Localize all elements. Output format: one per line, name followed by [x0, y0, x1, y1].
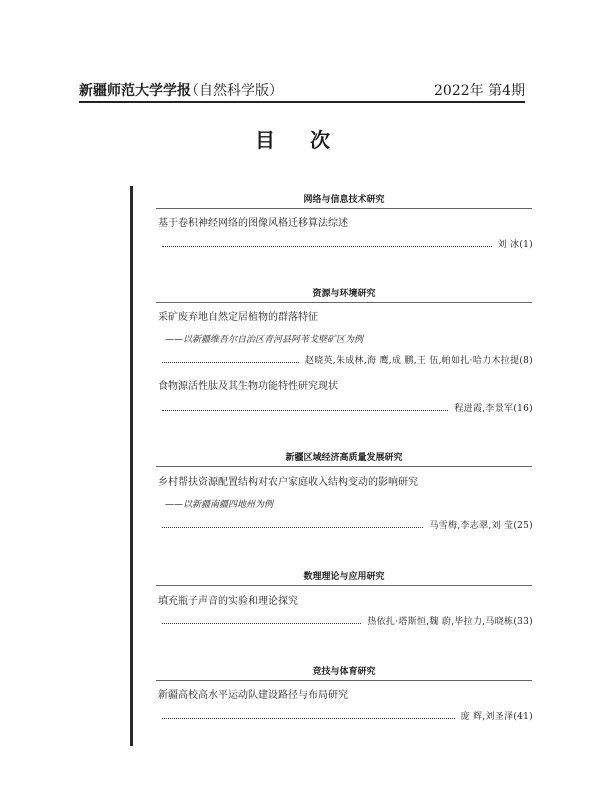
toc-title: 目 次 — [255, 128, 344, 152]
section-rule — [156, 466, 532, 467]
section-rule — [156, 302, 532, 303]
article-title[interactable]: 乡村帮扶资源配置结构对农户家庭收入结构变动的影响研究 — [158, 477, 418, 488]
journal-edition: （自然科学版） — [185, 83, 283, 99]
section-heading: 资源与环境研究 — [312, 289, 376, 299]
article-authors: 刘 冰(1) — [497, 240, 533, 250]
leader-dots — [162, 245, 492, 247]
section-rule — [156, 208, 532, 209]
article-subtitle: ——以新疆南疆四地州为例 — [165, 500, 274, 510]
article-title[interactable]: 填充瓶子声音的实验和理论探究 — [158, 596, 298, 607]
article-author-line — [162, 400, 533, 414]
article-author-line — [162, 613, 533, 627]
article-title[interactable]: 食物源活性肽及其生物功能特性研究现状 — [158, 381, 338, 392]
journal-name: 新疆师范大学学报 — [79, 83, 191, 99]
article-author-line — [162, 517, 533, 531]
article-authors: 赵晓英,朱成林,海 鹰,成 鹏,王 伍,帕如扎·哈力木拉提(8) — [304, 356, 533, 366]
section-heading: 竞技与体育研究 — [312, 667, 376, 677]
section-heading: 新疆区域经济高质量发展研究 — [285, 453, 403, 463]
article-author-line — [162, 236, 533, 250]
section-rule — [156, 585, 532, 586]
left-margin-bar — [130, 186, 133, 746]
article-title[interactable]: 基于卷积神经网络的图像风格迁移算法综述 — [158, 218, 348, 229]
leader-dots — [162, 361, 299, 363]
section-rule — [156, 680, 532, 681]
section-heading: 数理理论与应用研究 — [303, 572, 385, 582]
article-authors: 程进霞,李景军(16) — [454, 404, 533, 414]
article-authors: 马雪梅,李志翠,刘 莹(25) — [429, 521, 533, 531]
article-title[interactable]: 采矿废弃地自然定居植物的群落特征 — [158, 312, 318, 323]
article-authors: 热依扎·塔斯恒,魏 蔚,毕拉力,马晓栋(33) — [367, 617, 533, 627]
leader-dots — [162, 717, 455, 719]
article-authors: 庞 辉,刘圣泽(41) — [460, 712, 533, 722]
article-author-line — [162, 708, 533, 722]
running-header — [79, 79, 525, 103]
article-title[interactable]: 新疆高校高水平运动队建设路径与布局研究 — [158, 690, 348, 701]
leader-dots — [162, 409, 448, 411]
leader-dots — [162, 622, 361, 624]
section-heading: 网络与信息技术研究 — [303, 195, 385, 205]
article-author-line — [162, 352, 533, 366]
issue-number: 2022年 第4期 — [434, 83, 525, 99]
article-subtitle: ——以新疆维吾尔自治区青河县阿苇戈壁矿区为例 — [165, 335, 364, 345]
leader-dots — [162, 526, 423, 528]
